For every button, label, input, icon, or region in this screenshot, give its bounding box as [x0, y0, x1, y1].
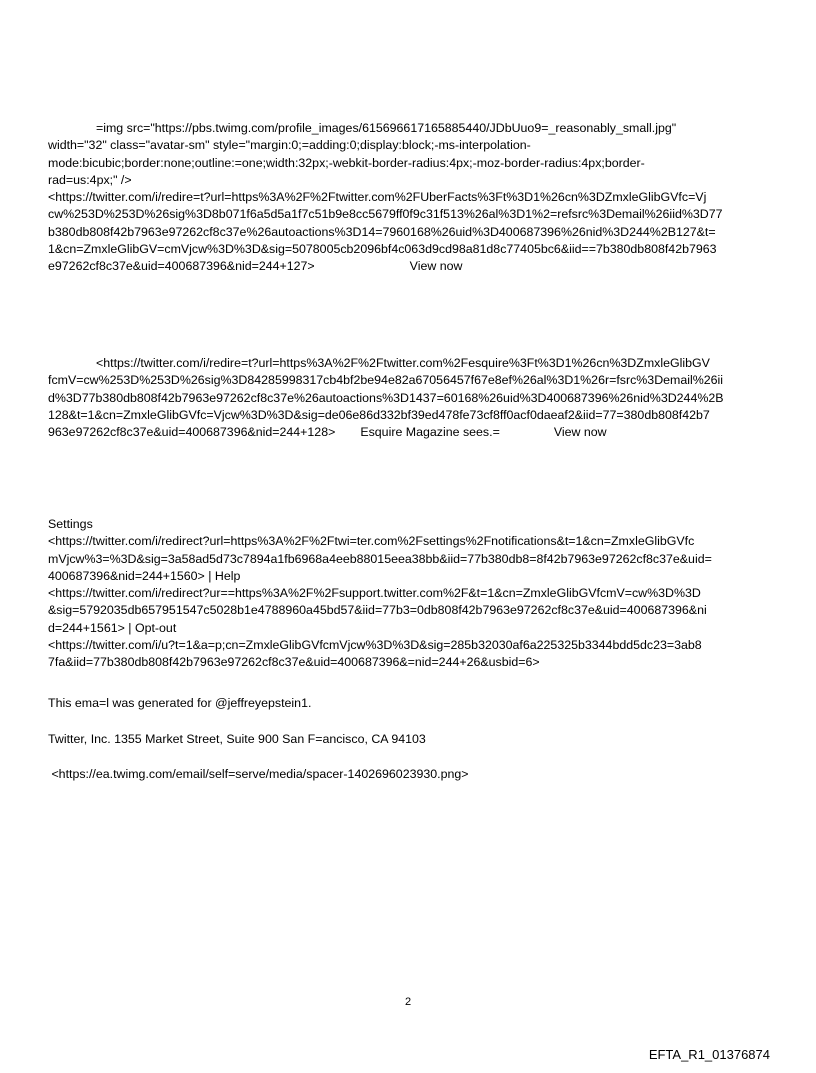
block1-line-0: =img src="https://pbs.twimg.com/profile_images/615696617165885440/JDbUuo9=_reasonably_small.jpg" [96, 121, 677, 135]
spacer-line: <https://ea.twimg.com/email/self=serve/media/spacer-1402696023930.png> [48, 767, 469, 781]
opt-out-link[interactable]: d=244+1561> | Opt-out [48, 620, 177, 635]
block1-line-4: <https://twitter.com/i/redire=t?url=https%3A%2F%2Ftwitter.com%2FUberFacts%3Ft%3D1%26cn%3DZmxleGlibGVfc=Vj [48, 190, 707, 205]
footer-links-block [48, 516, 770, 672]
settings-link[interactable]: Settings [48, 517, 93, 531]
generated-line: This ema=l was generated for @jeffreyepstein1. [48, 696, 312, 710]
esquire-link-block [48, 355, 770, 441]
block2-line-3: 128&t=1&cn=ZmxleGlibGVfc=Vjcw%3D%3D&sig=de06e86d332bf39ed478fe73cf8ff0acf0daeaf2&iid=77=380db808f42b7 [48, 407, 710, 422]
page-number: 2 [404, 996, 412, 1008]
block3-line-7: <https://twitter.com/i/u?t=1&a=p;cn=ZmxleGlibGVfcmVjcw%3D%3D&sig=285b32030af6a225325b3344bdd5dc23=3ab8 [48, 638, 702, 653]
block1-line-2: mode:bicubic;border:none;outline:=one;width:32px;-webkit-border-radius:4px;-moz-border-radius:4px;border- [48, 155, 645, 170]
block2-last-line: 963e97262cf8c37e&uid=400687396&nid=244+128> [48, 425, 336, 440]
generated-for-text [48, 695, 770, 712]
block1-line-1: width="32" class="avatar-sm" style="margin:0;=adding:0;display:block;-ms-interpolation- [48, 138, 531, 153]
block1-last-line: e97262cf8c37e&uid=400687396&nid=244+127> [48, 259, 315, 274]
block2-line-2: d%3D77b380db808f42b7963e97262cf8c37e%26autoactions%3D1437=60168%26uid%3D400687396%26nid%3D244%2B [48, 390, 724, 405]
company-address [48, 731, 770, 748]
email-image-link-block [48, 120, 770, 276]
block1-line-5: cw%253D%253D%26sig%3D8b071f6a5d5a1f7c51b9e8cc5679ff0f9c31f513%26al%3D1%2=refsrc%3Demail%26iid%3D77 [48, 207, 723, 222]
block3-line-4: <https://twitter.com/i/redirect?ur==https%3A%2F%2Fsupport.twitter.com%2F&t=1&cn=ZmxleGlibGVfcmV=cw%3D%3D [48, 586, 701, 601]
view-now-link[interactable]: View now [409, 259, 463, 274]
address-line: Twitter, Inc. 1355 Market Street, Suite 900 San F=ancisco, CA 94103 [48, 732, 426, 746]
block1-line-6: b380db808f42b7963e97262cf8c37e%26autoactions%3D14=7960168%26uid%3D400687396%26nid%3D244%2B127&t= [48, 224, 716, 239]
spacer-url [48, 766, 770, 783]
view-now-link-2[interactable]: View now [553, 425, 607, 440]
bates-number: EFTA_R1_01376874 [648, 1047, 770, 1062]
block2-line-1: fcmV=cw%253D%253D%26sig%3D84285998317cb4bf2be94e82a67056457f67e8ef%26al%3D1%26r=fsrc%3Demail%26ii [48, 373, 724, 388]
block3-line-2: mVjcw%3=%3D&sig=3a58ad5d73c7894a1fb6968a4eeb88015eea38bb&iid=77b380db8=8f42b7963e97262cf8c37e&uid= [48, 551, 712, 566]
block1-line-7: 1&cn=ZmxleGlibGV=cmVjcw%3D%3D&sig=5078005cb2096bf4c063d9cd98a81d8c77405bc6&iid==7b380db808f42b7963 [48, 242, 717, 257]
block3-line-8: 7fa&iid=77b380db808f42b7963e97262cf8c37e&uid=400687396&=nid=244+26&usbid=6> [48, 655, 540, 670]
block3-line-1: <https://twitter.com/i/redirect?url=https%3A%2F%2Ftwi=ter.com%2Fsettings%2Fnotifications&t=1&cn=ZmxleGlibGVfc [48, 534, 695, 549]
block3-line-5: &sig=5792035db657951547c5028b1e4788960a45bd57&iid=77b3=0db808f42b7963e97262cf8c37e&uid=400687396&ni [48, 603, 707, 618]
esquire-link[interactable]: Esquire Magazine sees.= [360, 425, 500, 440]
block2-line-0: <https://twitter.com/i/redire=t?url=https%3A%2F%2Ftwitter.com%2Fesquire%3Ft%3D1%26cn%3DZmxleGlibGV [96, 356, 710, 370]
block1-line-3: rad=us:4px;" /> [48, 172, 132, 187]
help-link[interactable]: 400687396&nid=244+1560> | Help [48, 568, 241, 583]
